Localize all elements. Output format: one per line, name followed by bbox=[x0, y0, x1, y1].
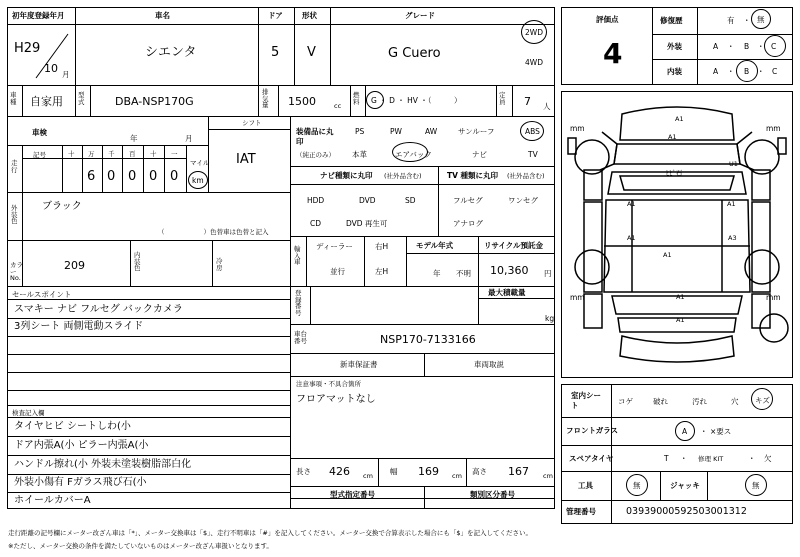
chassis-label: 車台番号 bbox=[294, 330, 307, 345]
seat-burn: コゲ bbox=[618, 397, 633, 406]
mm-top-left: mm bbox=[570, 124, 585, 133]
tv-oneseg: ワンセグ bbox=[508, 196, 538, 205]
type-label: 型式 bbox=[78, 91, 85, 106]
capacity-value: 7 bbox=[524, 95, 531, 108]
equip-tv: TV bbox=[528, 150, 538, 159]
inspect-line-1: タイヤヒビ シートしわ(小 bbox=[14, 421, 131, 432]
mark-7: A1 bbox=[627, 234, 636, 242]
navi-dvd: DVD bbox=[359, 196, 376, 205]
height-label: 高さ bbox=[472, 467, 487, 476]
color-value: ブラック bbox=[42, 201, 82, 212]
cold-label: 冷房 bbox=[216, 257, 223, 272]
fuel-label: 燃料 bbox=[353, 91, 360, 106]
jack-label: ジャッキ bbox=[670, 481, 700, 490]
navi-hdd: HDD bbox=[307, 196, 325, 205]
mile-label: マイル bbox=[190, 159, 210, 167]
mm-top-right: mm bbox=[766, 124, 781, 133]
width-value: 169 bbox=[418, 465, 439, 478]
mileage-label: 走行 bbox=[11, 159, 18, 174]
equip-aw: AW bbox=[425, 127, 438, 136]
mark-9: A1 bbox=[663, 251, 672, 259]
interior-label: 内装 bbox=[667, 67, 682, 76]
model-year-label: モデル年式 bbox=[416, 241, 454, 250]
height-unit: cm bbox=[543, 472, 553, 480]
mark-5: A1 bbox=[627, 200, 636, 208]
grade-value: G Cuero bbox=[388, 46, 441, 61]
mark-8: A3 bbox=[728, 234, 737, 242]
mm-bottom-left: mm bbox=[570, 293, 585, 302]
spare-kit: 修理 KIT bbox=[698, 455, 724, 463]
import-label: 輸入車 bbox=[294, 245, 301, 266]
rating-title: 評価点 bbox=[596, 15, 619, 24]
mgmt-label: 管理番号 bbox=[566, 507, 596, 516]
recycle-value: 10,360 bbox=[490, 264, 529, 277]
mm-bottom-right: mm bbox=[766, 293, 781, 302]
digit-label-1: 万 bbox=[88, 150, 95, 158]
mark-3: U1 bbox=[729, 160, 738, 168]
inspect-line-5: ホイールカバーA bbox=[14, 495, 91, 506]
class-label: 車種 bbox=[10, 91, 17, 106]
interior-c: C bbox=[772, 67, 778, 76]
import-right: 右H bbox=[375, 242, 389, 251]
usage-value: 自家用 bbox=[30, 95, 63, 108]
model-year-unknown: 不明 bbox=[456, 269, 471, 278]
exterior-b: B bbox=[744, 42, 750, 51]
sales-line-2: 3列シート 両側電動スライド bbox=[14, 321, 144, 332]
model-label: 車名 bbox=[155, 11, 170, 20]
color-note: （ ）色替車は色替と記入 bbox=[158, 228, 269, 236]
glass-dot: ・ bbox=[700, 427, 708, 436]
max-load-unit: kg bbox=[545, 314, 555, 323]
repair-label: 修復歴 bbox=[660, 16, 683, 25]
cert-label: 型式指定番号 bbox=[330, 490, 375, 499]
width-label: 幅 bbox=[390, 467, 398, 476]
exterior-c: C bbox=[771, 42, 777, 51]
sales-line-1: スマキー ナビ フルセグ バックカメラ bbox=[14, 304, 183, 315]
main-form bbox=[7, 7, 555, 509]
shape-value: V bbox=[307, 45, 316, 60]
navi-cd: CD bbox=[310, 219, 322, 228]
seat-dirt: 汚れ bbox=[692, 397, 707, 406]
digit-label-0: 十 bbox=[68, 150, 75, 158]
glass-x: ×要ス bbox=[710, 427, 732, 436]
spare-dot1: ・ bbox=[680, 454, 688, 463]
model-year-year: 年 bbox=[433, 269, 441, 278]
car-outline bbox=[562, 92, 792, 377]
first-reg-year: H29 bbox=[14, 41, 41, 56]
tool-value: 無 bbox=[633, 481, 641, 490]
mileage-sub: 記号 bbox=[33, 151, 46, 159]
exterior-label: 外装 bbox=[667, 42, 682, 51]
shift-value: IAT bbox=[236, 152, 256, 167]
digit-label-5: 一 bbox=[171, 150, 178, 158]
mark-1: A1 bbox=[675, 115, 684, 123]
mark-6: A1 bbox=[727, 200, 736, 208]
exterior-dot1: ・ bbox=[727, 42, 735, 51]
mileage-digit-4: 0 bbox=[170, 169, 179, 184]
inspection-month: 月 bbox=[185, 134, 193, 143]
repair-no: 無 bbox=[757, 15, 765, 24]
type-value: DBA-NSP170G bbox=[115, 95, 194, 108]
max-load-label: 最大積載量 bbox=[488, 288, 526, 297]
spare-t: T bbox=[664, 454, 669, 463]
disp-value: 1500 bbox=[288, 95, 316, 108]
color-no-value: 209 bbox=[64, 259, 85, 272]
import-dealer: ディーラー bbox=[316, 242, 353, 251]
spare-none: 欠 bbox=[764, 454, 772, 463]
inspection-label: 車検 bbox=[32, 128, 47, 137]
first-reg-month: 10 bbox=[44, 62, 58, 75]
digit-label-2: 千 bbox=[108, 150, 115, 158]
mileage-digit-3: 0 bbox=[149, 169, 158, 184]
length-value: 426 bbox=[329, 465, 350, 478]
mileage-digit-2: 0 bbox=[128, 169, 137, 184]
capacity-unit: 人 bbox=[543, 102, 551, 111]
shape-label: 形状 bbox=[302, 11, 317, 20]
equip-leather: 本革 bbox=[352, 150, 367, 159]
door-label: ドア bbox=[268, 11, 283, 20]
disp-unit: cc bbox=[334, 102, 342, 110]
chassis-value: NSP170-7133166 bbox=[380, 333, 476, 346]
import-left: 左H bbox=[375, 267, 389, 276]
navi-sub: (社外品含む) bbox=[384, 172, 422, 180]
jack-value: 無 bbox=[752, 481, 760, 490]
mileage-digit-1: 0 bbox=[107, 169, 116, 184]
inspect-line-4: 外装小傷有 Fガラス飛び石(小 bbox=[14, 477, 147, 488]
drive-2wd: 2WD bbox=[525, 28, 543, 37]
disp-label: 排気量 bbox=[262, 88, 269, 109]
seat-scratch: キズ bbox=[755, 396, 770, 405]
tv-fullseg: フルセグ bbox=[453, 196, 483, 205]
model-name: シエンタ bbox=[145, 45, 197, 60]
notes-value: フロアマットなし bbox=[296, 394, 376, 405]
mark-11: A1 bbox=[676, 316, 685, 324]
km-label: km bbox=[192, 176, 204, 185]
inspect-line-2: ドア内張A(小 ピラー内張A(小 bbox=[14, 440, 149, 451]
repair-yes: 有 bbox=[727, 16, 735, 25]
seat-label: 室内シート bbox=[571, 391, 601, 410]
mark-10: A1 bbox=[676, 293, 685, 301]
equip-abs: ABS bbox=[525, 127, 540, 136]
mark-2: A1 bbox=[668, 133, 677, 141]
sales-label: セールスポイント bbox=[12, 290, 72, 299]
reg-label: 登録番号 bbox=[295, 289, 302, 317]
import-parallel: 並行 bbox=[330, 267, 345, 276]
color-label: 外装色 bbox=[11, 204, 18, 225]
mark-4: ﾋﾋﾞ石 bbox=[666, 169, 683, 177]
mgmt-value: 03939000592503001312 bbox=[626, 506, 747, 517]
mileage-digit-0: 6 bbox=[87, 169, 96, 184]
spare-dot2: ・ bbox=[748, 454, 756, 463]
navi-dvd-play: DVD 再生可 bbox=[346, 219, 388, 228]
warranty-manual: 車両取説 bbox=[474, 360, 504, 369]
month-unit: 月 bbox=[62, 70, 70, 79]
seat-hole: 穴 bbox=[731, 397, 739, 406]
seat-tear: 破れ bbox=[653, 397, 668, 406]
navi-sd: SD bbox=[405, 196, 416, 205]
width-unit: cm bbox=[452, 472, 462, 480]
rating-score: 4 bbox=[603, 37, 623, 70]
capacity-label: 定員 bbox=[499, 91, 506, 106]
recycle-unit: 円 bbox=[544, 269, 552, 278]
recycle-label: リサイクル預託金 bbox=[484, 241, 543, 250]
equip-sunroof: サンルーフ bbox=[458, 127, 495, 136]
interior-dot1: ・ bbox=[727, 67, 735, 76]
glass-a: A bbox=[682, 427, 688, 436]
interior-b: B bbox=[744, 67, 750, 76]
interior-dot2: ・ bbox=[757, 67, 765, 76]
grade-label: グレード bbox=[405, 11, 435, 20]
footer-line-2: ※ただし、メーター交換の条件を満たしていないものはメーター改ざん車扱いとなります。 bbox=[8, 542, 273, 550]
height-value: 167 bbox=[508, 465, 529, 478]
notes-label: 注意事項・不具合箇所 bbox=[296, 380, 361, 388]
inspection-year: 年 bbox=[130, 134, 138, 143]
digit-label-3: 百 bbox=[129, 150, 136, 158]
repair-dot: ・ bbox=[743, 16, 751, 25]
equip-airbag: エアバック bbox=[395, 150, 432, 159]
drive-4wd: 4WD bbox=[525, 58, 543, 67]
interior-a: A bbox=[713, 67, 719, 76]
doors-value: 5 bbox=[271, 45, 280, 60]
footer-line-1: 走行距離の記号欄にメーター改ざん車は「*」、メーター交換車は「$」、走行不明車は「#」を記入してください。メーター交換で合算表示した場合にも「$」を記入してください。 bbox=[8, 529, 532, 537]
equip-navi: ナビ bbox=[472, 150, 487, 159]
spare-label: スペアタイヤ bbox=[569, 454, 614, 463]
interior-color-label: 内装色 bbox=[134, 251, 141, 272]
equip-label: 装備品に丸印 bbox=[296, 127, 334, 146]
equip-sub: （純正のみ） bbox=[296, 151, 335, 159]
tv-analog: アナログ bbox=[453, 219, 483, 228]
inspect-line-3: ハンドル擦れ(小 外装未塗装樹脂部白化 bbox=[14, 459, 192, 470]
equip-pw: PW bbox=[390, 127, 402, 136]
exterior-dot2: ・ bbox=[757, 42, 765, 51]
length-unit: cm bbox=[363, 472, 373, 480]
tv-label: TV 種類に丸印 bbox=[447, 171, 499, 180]
fuel-options: G ・ D ・ HV ・（ ） bbox=[371, 96, 462, 105]
equip-ps: PS bbox=[355, 127, 365, 136]
warranty-new: 新車保証書 bbox=[340, 360, 378, 369]
navi-label: ナビ種類に丸印 bbox=[320, 171, 373, 180]
color-no-label: カラーNo. bbox=[10, 261, 23, 282]
length-label: 長さ bbox=[296, 467, 311, 476]
digit-label-4: 十 bbox=[150, 150, 157, 158]
tool-label: 工具 bbox=[578, 481, 593, 490]
exterior-a: A bbox=[713, 42, 719, 51]
year-label: 初年度登録年月 bbox=[12, 11, 65, 20]
glass-label: フロントガラス bbox=[566, 426, 619, 435]
cat-label: 類別区分番号 bbox=[470, 490, 515, 499]
shift-label: シフト bbox=[242, 119, 262, 127]
tv-sub: (社外品含む) bbox=[507, 172, 545, 180]
inspect-label: 検査記入欄 bbox=[12, 409, 45, 417]
